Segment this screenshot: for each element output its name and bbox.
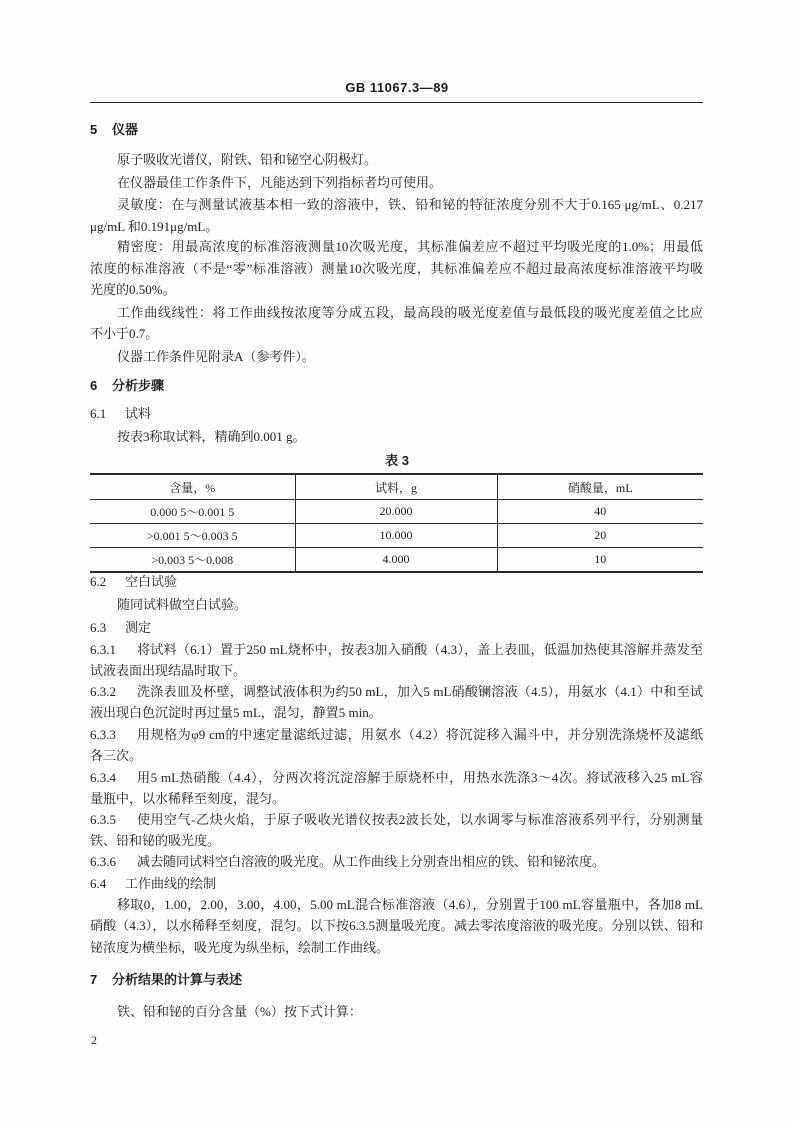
table-row — [90, 524, 703, 548]
paragraph-line: 原子吸收光谱仪，附铁、铅和铋空心阴极灯。 — [117, 152, 378, 167]
header-rule — [90, 102, 703, 103]
sensitivity-line: μg/mL 和0.191μg/mL。 — [90, 219, 219, 234]
subsection-number: 6.3 — [90, 620, 107, 635]
table-row — [90, 548, 703, 573]
table-cell: 4.000 — [295, 548, 497, 573]
clause-6-3-4 — [90, 768, 703, 788]
clause-number: 6.3.5 — [90, 812, 116, 827]
clause-line: 各三次。 — [90, 748, 143, 763]
section-title: 仪器 — [112, 122, 139, 137]
clause-6-3-3 — [90, 725, 703, 745]
clause-line: 洗涤表皿及杯壁，调整试液体积为约50 mL，加入5 mL硝酸镧溶液（4.5），用氨水（4.1）中和至试 — [137, 684, 703, 699]
linearity-line: 不小于0.7。 — [90, 326, 159, 341]
clause-6-3-5 — [90, 810, 703, 830]
column-header-nitric-acid: 硝酸量，mL — [497, 474, 703, 500]
paragraph-line: 按表3称取试料，精确到0.001 g。 — [117, 429, 306, 444]
subsection-6-1-heading — [90, 404, 151, 424]
subsection-6-4-heading — [90, 874, 216, 894]
column-header-content: 含量，% — [90, 474, 295, 500]
paragraph-line: 硝酸（4.3），以水稀释至刻度，混匀。以下按6.3.5测量吸光度。减去零浓度溶液的吸光度。分别以铁、铅和 — [90, 918, 703, 933]
clause-6-3-6 — [90, 852, 605, 872]
section-number: 5 — [90, 122, 98, 137]
paragraph-line: 在仪器最佳工作条件下，凡能达到下列指标者均可使用。 — [117, 175, 443, 190]
section-5-heading — [90, 120, 138, 140]
clause-line: 将试料（6.1）置于250 mL烧杯中，按表3加入硝酸（4.3），盖上表皿，低温加热使其溶解并蒸发至 — [137, 642, 703, 657]
section-title: 分析结果的计算与表述 — [112, 972, 243, 987]
clause-line: 用5 mL热硝酸（4.4），分两次将沉淀溶解于原烧杯中，用热水洗涤3～4次。将试液移入25 mL容 — [137, 770, 703, 785]
subsection-title: 试料 — [125, 406, 152, 421]
table-cell: 20 — [497, 524, 703, 548]
page-number: 2 — [91, 1033, 97, 1047]
table-cell: 0.000 5～0.001 5 — [90, 500, 295, 524]
linearity-line: 工作曲线线性：将工作曲线按浓度等分成五段，最高段的吸光度差值与最低段的吸光度差值之比应 — [117, 305, 703, 320]
paragraph-line: 移取0，1.00，2.00，3.00，4.00，5.00 mL混合标准溶液（4.6），分别置于100 mL容量瓶中，各加8 mL — [117, 897, 703, 912]
precision-line: 光度的0.50%。 — [90, 282, 176, 297]
table-cell: >0.003 5～0.008 — [90, 548, 295, 573]
clause-number: 6.3.1 — [90, 642, 116, 657]
section-6-heading — [90, 376, 164, 396]
clause-number: 6.3.3 — [90, 727, 116, 742]
paragraph-line: 铁、铅和铋的百分含量（%）按下式计算： — [117, 1004, 362, 1019]
precision-line: 精密度：用最高浓度的标准溶液测量10次吸光度，其标准偏差应不超过平均吸光度的1.0%；用最低 — [117, 239, 703, 254]
clause-line: 减去随同试料空白溶液的吸光度。从工作曲线上分别查出相应的铁、铅和铋浓度。 — [137, 854, 606, 869]
subsection-title: 空白试验 — [125, 574, 178, 589]
clause-line: 用规格为φ9 cm的中速定量滤纸过滤，用氨水（4.2）将沉淀移入漏斗中，并分别洗涤烧杯及滤纸 — [137, 727, 703, 742]
section-number: 7 — [90, 972, 98, 987]
subsection-title: 测定 — [125, 620, 152, 635]
clause-6-3-1 — [90, 640, 703, 660]
paragraph-line: 铋浓度为横坐标，吸光度为纵坐标，绘制工作曲线。 — [90, 940, 390, 955]
clause-number: 6.3.6 — [90, 854, 116, 869]
subsection-number: 6.1 — [90, 406, 107, 421]
section-number: 6 — [90, 378, 98, 393]
precision-line: 浓度的标准溶液（不是“零”标准溶液）测量10次吸光度，其标准偏差应不超过最高浓度标准溶液平均吸 — [90, 261, 703, 276]
standard-code-header: GB 11067.3—89 — [345, 80, 449, 95]
table-caption: 表 3 — [385, 453, 409, 468]
table-row — [90, 500, 703, 524]
column-header-sample-mass: 试料，g — [295, 474, 497, 500]
paragraph-line: 仪器工作条件见附录A（参考件）。 — [117, 349, 315, 364]
sensitivity-line: 灵敏度：在与测量试液基本相一致的溶液中，铁、铅和铋的特征浓度分别不大于0.165 μg/mL、0.217 — [117, 197, 703, 212]
table-cell: 20.000 — [295, 500, 497, 524]
paragraph-line: 随同试料做空白试验。 — [117, 597, 248, 612]
subsection-number: 6.2 — [90, 574, 107, 589]
section-7-heading — [90, 970, 242, 990]
clause-6-3-2 — [90, 682, 703, 702]
clause-line: 液出现白色沉淀时再过量5 mL，混匀，静置5 min。 — [90, 705, 382, 720]
clause-line: 试液表面出现结晶时取下。 — [90, 663, 247, 678]
clause-number: 6.3.2 — [90, 684, 116, 699]
table-header-row — [90, 474, 703, 500]
subsection-number: 6.4 — [90, 876, 107, 891]
table-cell: >0.001 5～0.003 5 — [90, 524, 295, 548]
table-cell: 10.000 — [295, 524, 497, 548]
section-title: 分析步骤 — [112, 378, 165, 393]
subsection-6-3-heading — [90, 618, 151, 638]
table-cell: 10 — [497, 548, 703, 573]
subsection-6-2-heading — [90, 572, 177, 592]
clause-line: 使用空气-乙炔火焰，于原子吸收光谱仪按表2波长处，以水调零与标准溶液系列平行，分别测量 — [137, 812, 703, 827]
clause-line: 铁、铅和铋的吸光度。 — [90, 833, 221, 848]
table-cell: 40 — [497, 500, 703, 524]
clause-line: 量瓶中，以水稀释至刻度，混匀。 — [90, 791, 286, 806]
subsection-title: 工作曲线的绘制 — [125, 876, 217, 891]
table-3 — [90, 473, 703, 573]
clause-number: 6.3.4 — [90, 770, 116, 785]
